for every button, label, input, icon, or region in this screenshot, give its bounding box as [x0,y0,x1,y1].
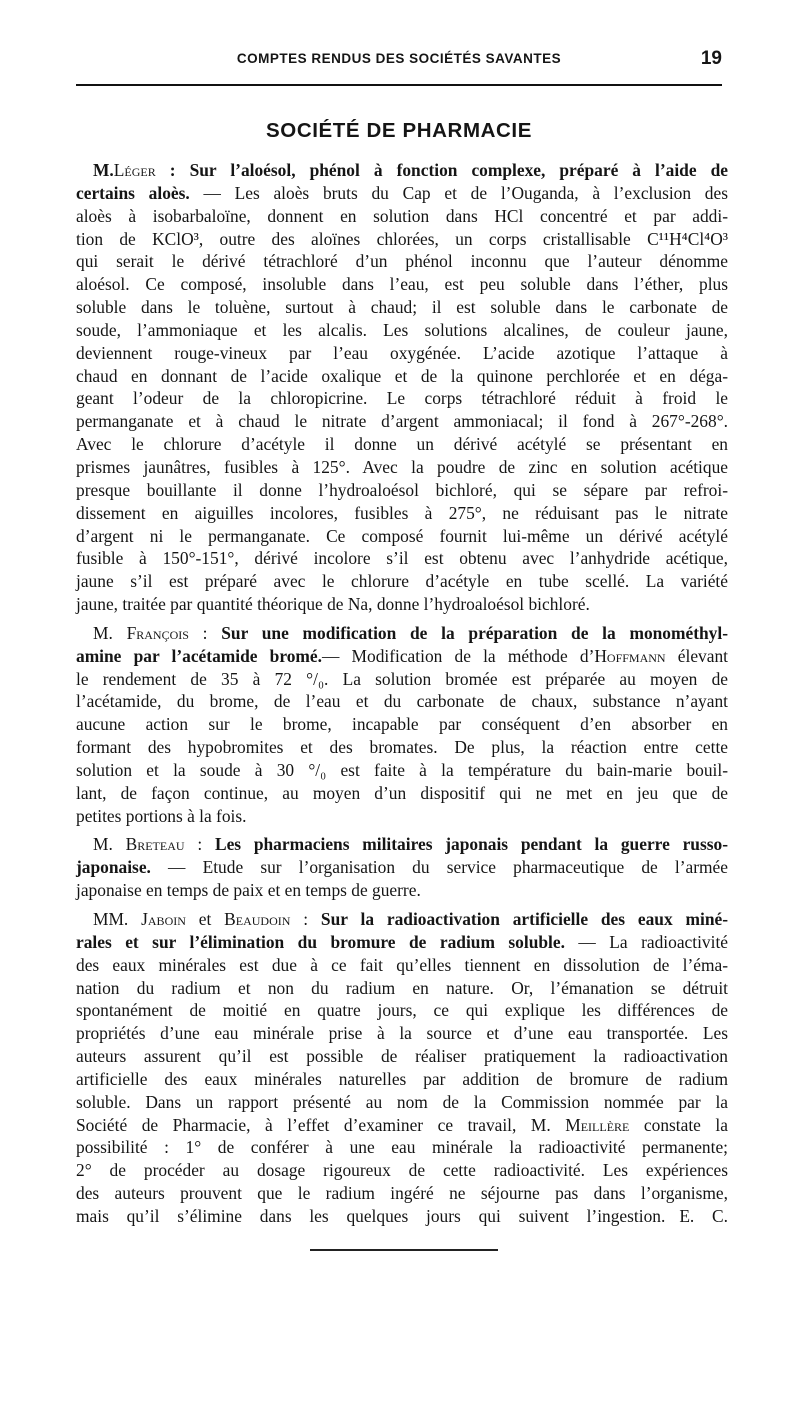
text-line [76,159,728,182]
line-text: constate la [629,1114,728,1135]
text-line: fusible à 150°-151°, dérivé incolore s’il est obtenu avec l’anhydride acétique, [76,548,728,569]
text-line: soluble. Dans un rapport présenté au nom de la Commission nommée par la [76,1091,728,1112]
text-line: aloès à isobarbaloïne, donnent en solution dans HCl concentré et par addi- [76,205,728,226]
text-line: artificielle des eaux minérales naturelles par addition de bromure de radium [76,1068,728,1089]
text-line: propriétés d’une eau minérale prise à la source et d’une eau transportée. Les [76,1023,728,1044]
text-line: spontanément de moitié en quatre jours, ce qui explique les différences de [76,1000,728,1021]
author-name: Breteau [125,834,185,855]
author-name: Beaudoin [224,909,291,929]
text-line: l’acétamide, du brome, de l’eau et du carbonate de chaux, substance n’ayant [76,691,728,712]
line-text: Société de Pharmacie, à l’effet d’examiner ce travail, M. [76,1114,566,1135]
running-title: COMPTES RENDUS DES SOCIÉTÉS SAVANTES [236,51,562,66]
text-line [76,182,728,205]
author-name: Léger [113,160,156,180]
text-line: qui serait le dérivé tétrachloré d’un phénol inconnu que l’auteur dénomme [76,251,728,272]
text-line: Avec le chlorure d’acétyle il donne un dérivé acétylé se présentant en [76,434,728,455]
section-title: SOCIÉTÉ DE PHARMACIE [266,119,532,142]
paper-title: Sur l’aloésol, phénol à fonction complexe, préparé à l’aide de [189,160,728,180]
text-line: des auteurs prouvent que le radium ingéré ne séjourne pas dans l’organisme, [76,1183,728,1204]
title-prefix: M. [93,622,127,643]
cited-name: Meillère [565,1114,630,1135]
entry-leger [76,159,728,616]
text-line: aucune action sur le brome, incapable par conséquent d’en absorber en [76,714,728,735]
separator: : [290,909,321,929]
text-line [76,645,728,668]
text-line [76,908,728,931]
text-line: presque bouillante il donne l’hydroaloésol bichloré, qui se sépare par refroi- [76,479,728,500]
text-line: formant des hypobromites et des bromates. De plus, la réaction entre cette [76,737,728,758]
text-line: prismes jaunâtres, fusibles à 125°. Avec la poudre de zinc en solution acétique [76,456,728,477]
text-line: soude, l’ammoniaque et les alcalis. Les solutions alcalines, de couleur jaune, [76,319,728,340]
text-line: 2° de procéder au dosage rigoureux de cette radioactivité. Les expériences [76,1160,728,1181]
text-line [76,1114,728,1137]
text-line: le rendement de 35 à 72 °/₀. La solution bromée est préparée au moyen de [76,668,728,689]
text-line: auteurs assurent qu’il est possible de réaliser pratiquement la radioactivation [76,1046,728,1067]
cited-name: Hoffmann [594,645,666,666]
separator: : [155,160,190,180]
separator: : [188,622,222,643]
text-line: chaud en donnant de l’acide oxalique et de la quinone perchlorée et en déga- [76,365,728,386]
paper-title: Les pharmaciens militaires japonais pendant la guerre russo- [214,834,728,855]
text-line [76,1205,728,1228]
paper-title: certains aloès. [76,182,190,203]
entry-francois [76,622,728,828]
author-name: Jaboin [141,909,186,929]
line-text: mais qu’il s’élimine dans les quelques jours qui suivent l’ingestion. [76,1205,666,1226]
text-line: soluble dans le toluène, surtout à chaud; il est soluble dans le carbonate de [76,297,728,318]
signature-initials: E. C. [679,1205,728,1226]
paper-title: japonaise. [76,857,151,878]
title-prefix: M. [93,160,114,180]
entry-jaboin-beaudoin [76,908,728,1228]
text-line [76,931,728,954]
text-line: solution et la soude à 30 °/₀ est faite à la température du bain-marie bouil- [76,759,728,780]
text-line: permanganate et à chaud le nitrate d’argent ammoniacal; il fond à 267°-268°. [76,411,728,432]
page-number: 19 [700,48,722,69]
text-line: possibilité : 1° de conférer à une eau minérale la radioactivité permanente; [76,1137,728,1158]
text-line: nation du radium et non du radium en nature. Or, l’émanation se détruit [76,977,728,998]
paper-title: Sur la radioactivation artificielle des eaux miné- [320,909,729,929]
text-line: des eaux minérales est due à ce fait qu’elles tiennent en dissolution de l’éma- [76,954,728,975]
text-line: dissement en aiguilles incolores, fusibles à 275°, ne réduisant pas le nitrate [76,502,728,523]
line-text: — Les aloès bruts du Cap et de l’Ouganda, à l’exclusion des [189,182,728,203]
conjunction: et [185,909,225,929]
separator: : [184,834,215,855]
line-text: — Modification de la méthode d’ [321,645,595,666]
line-text: élevant [665,645,728,666]
running-head [76,48,722,72]
text-line: deviennent rouge-vineux par l’eau oxygénée. L’acide azotique l’attaque à [76,342,728,363]
paper-title: amine par l’acétamide bromé. [76,645,322,666]
line-text: — La radioactivité [564,931,728,952]
text-line: petites portions à la fois. [76,805,247,826]
text-line: lant, de façon continue, au moyen d’un dispositif qui ne met en jeu que de [76,782,728,803]
author-name: François [126,622,189,643]
text-line [76,622,728,645]
title-prefix: M. [93,834,126,855]
header-rule [76,84,722,86]
text-line [76,856,728,879]
text-line: geant l’odeur de la chloropicrine. Le corps tétrachloré réduit à froid le [76,388,728,409]
text-line: jaune s’il est préparé avec le chlorure d’acétyle en tube scellé. La variété [76,571,728,592]
paper-title: Sur une modification de la préparation de la monométhyl- [221,622,728,643]
text-line: japonaise en temps de paix et en temps de guerre. [76,880,421,901]
text-line: tion de KClO³, outre des aloïnes chlorées, un corps cristallisable C¹¹H⁴Cl⁴O³ [76,228,728,249]
line-text: — Etude sur l’organisation du service pharmaceutique de l’armée [150,857,728,878]
closing-rule [310,1249,498,1251]
title-prefix: MM. [93,909,142,929]
article-text [76,159,728,1228]
paper-title: rales et sur l’élimination du bromure de radium soluble. [76,931,565,952]
text-line [76,833,728,856]
text-line: d’argent ni le permanganate. Ce composé fournit lui-même un dérivé acétylé [76,525,728,546]
text-line: aloésol. Ce composé, insoluble dans l’eau, est peu soluble dans l’éther, plus [76,274,728,295]
text-line: jaune, traitée par quantité théorique de Na, donne l’hydroaloésol bichloré. [76,594,590,615]
entry-breteau [76,833,728,902]
